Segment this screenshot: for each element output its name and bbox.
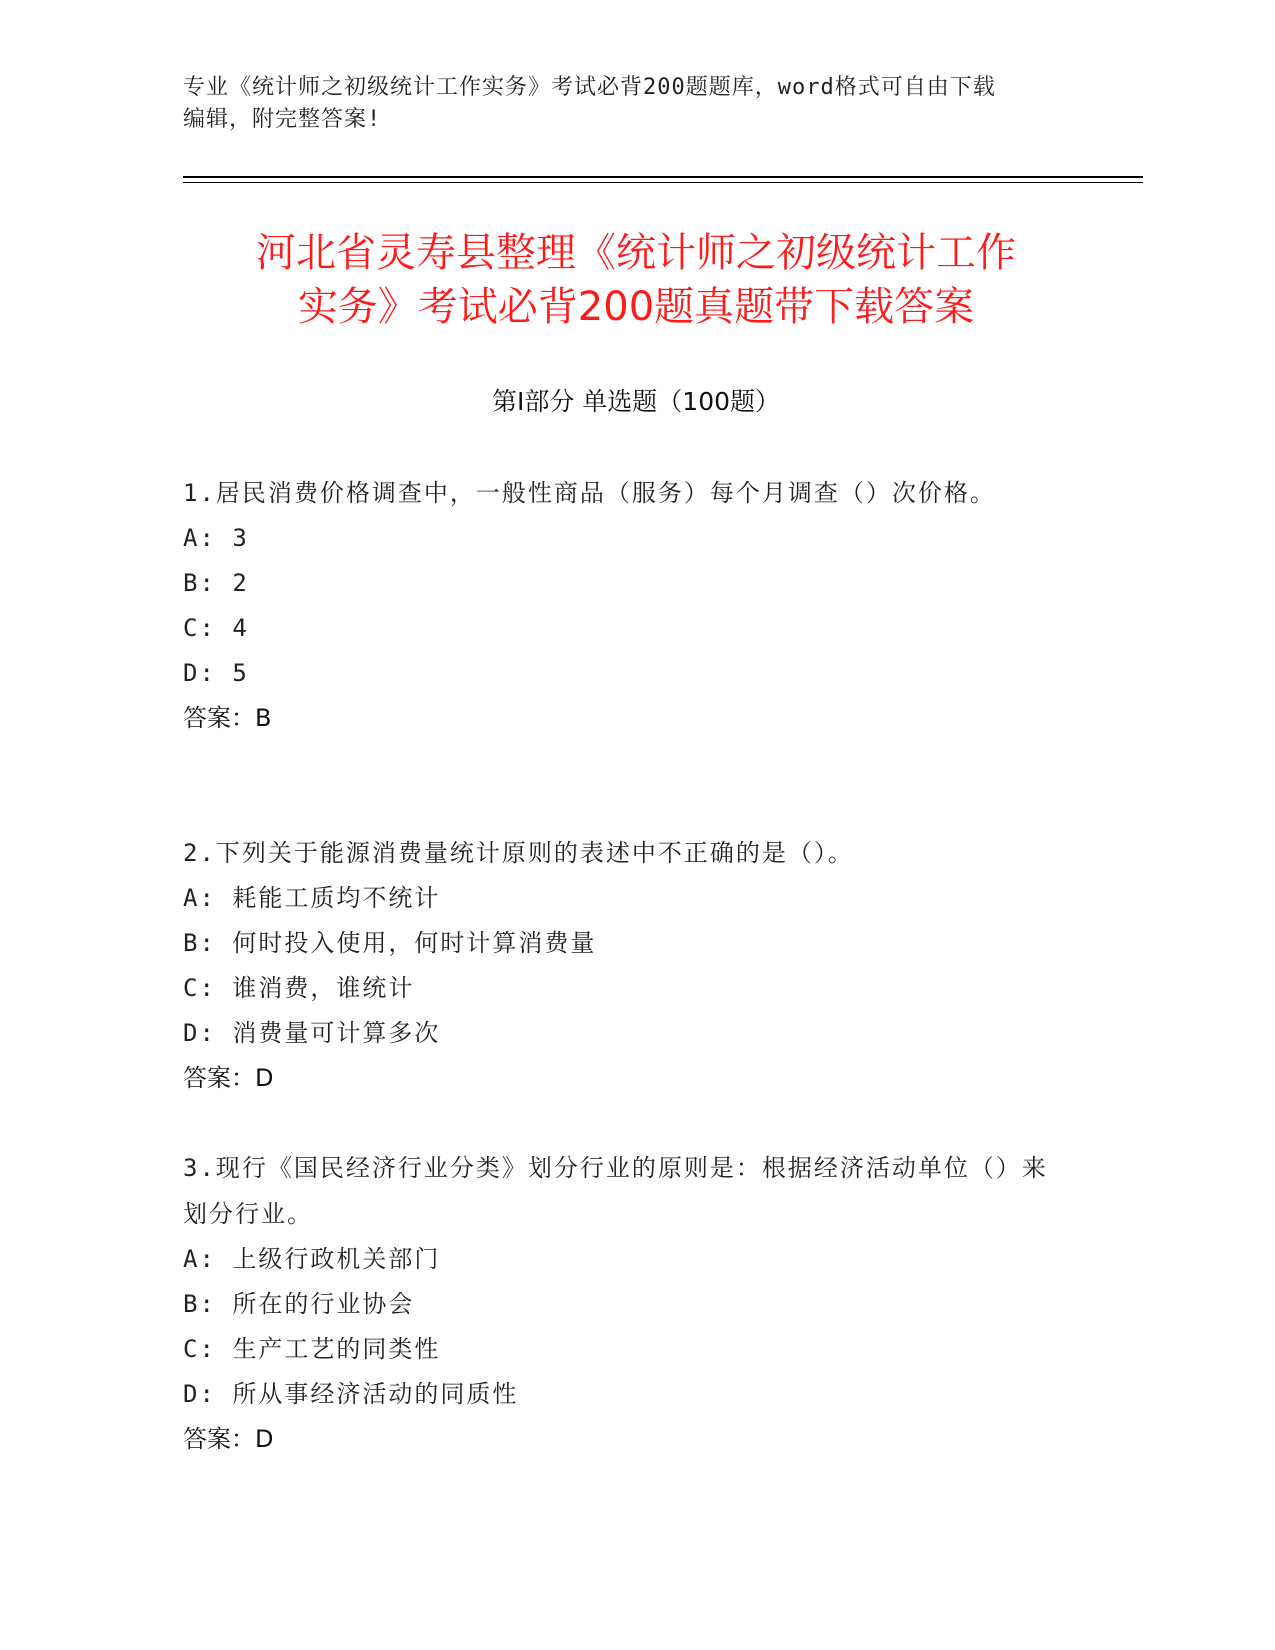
option-a: A: 上级行政机关部门 xyxy=(183,1245,441,1273)
option-c: C: 生产工艺的同类性 xyxy=(183,1335,441,1363)
section-heading: 第Ⅰ部分 单选题（100题） xyxy=(491,387,781,416)
answer-line: 答案：D xyxy=(183,1064,274,1092)
header-note-line-2: 编辑，附完整答案! xyxy=(183,107,382,132)
header-note xyxy=(183,72,1063,136)
question-stem: 3.现行《国民经济行业分类》划分行业的原则是：根据经济活动单位（）来划分行业。 xyxy=(183,1154,1048,1228)
option-b: B: 所在的行业协会 xyxy=(183,1290,415,1318)
option-a: A: 耗能工质均不统计 xyxy=(183,884,441,912)
header-note-line-1: 专业《统计师之初级统计工作实务》考试必背200题题库，word格式可自由下载 xyxy=(183,75,996,100)
header-divider-thin xyxy=(183,182,1143,183)
question-stem: 2.下列关于能源消费量统计原则的表述中不正确的是（）。 xyxy=(183,839,854,867)
question-item xyxy=(183,1145,1063,1462)
document-title-line-1: 河北省灵寿县整理《统计师之初级统计工作 xyxy=(256,230,1016,276)
answer-line: 答案：D xyxy=(183,1425,274,1453)
option-d: D: 5 xyxy=(183,659,249,687)
option-b: B: 2 xyxy=(183,569,249,597)
option-b: B: 何时投入使用，何时计算消费量 xyxy=(183,929,597,957)
option-c: C: 谁消费，谁统计 xyxy=(183,974,415,1002)
document-title-line-2: 实务》考试必背200题真题带下载答案 xyxy=(297,284,975,330)
question-stem: 1.居民消费价格调查中，一般性商品（服务）每个月调查（）次价格。 xyxy=(183,479,996,507)
option-d: D: 所从事经济活动的同质性 xyxy=(183,1380,519,1408)
question-item xyxy=(183,470,1063,741)
option-c: C: 4 xyxy=(183,614,249,642)
answer-line: 答案：B xyxy=(183,704,272,732)
option-d: D: 消费量可计算多次 xyxy=(183,1019,441,1047)
option-a: A: 3 xyxy=(183,524,249,552)
document-title xyxy=(183,226,1089,334)
header-divider-thick xyxy=(183,176,1143,178)
question-item xyxy=(183,830,1063,1101)
